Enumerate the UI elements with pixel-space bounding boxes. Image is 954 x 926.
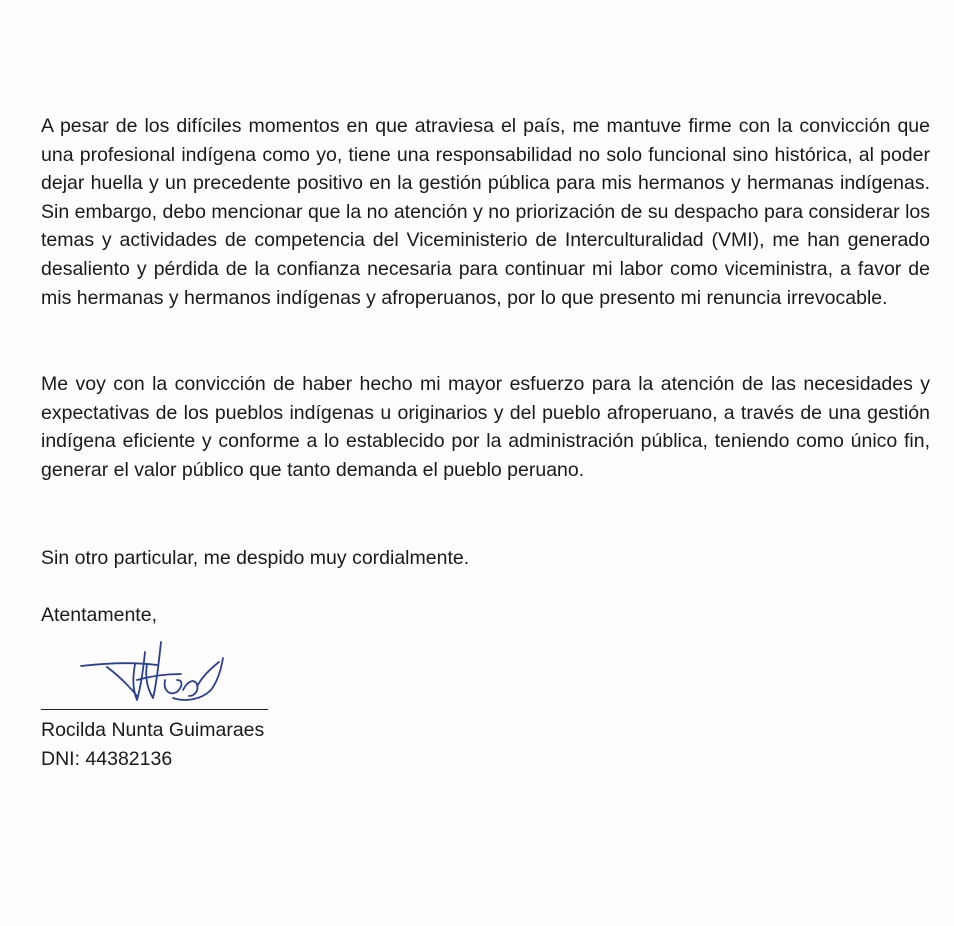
letter-paragraph-2: Me voy con la convicción de haber hecho mi mayor esfuerzo para la atención de las necesidades y expectativas de los pueblos indígenas u originarios y del pueblo afroperuano, a través de una gestión indígena eficiente y conforme a lo establecido por la administración pública, teniendo como único fin, generar el valor público que tanto demanda el pueblo peruano.: [41, 373, 930, 481]
signature-block: [41, 640, 301, 780]
signatory-name: Rocilda Nunta Guimaraes: [41, 719, 265, 741]
signature-line: [41, 709, 268, 710]
letter-closing: Atentamente,: [41, 604, 157, 626]
letter-paragraph-1: A pesar de los difíciles momentos en que atraviesa el país, me mantuve firme con la convicción que una profesional indígena como yo, tiene una responsabilidad no solo funcional sino histórica, al poder dejar huella y un precedente positivo en la gestión pública para mis hermanos y hermanas indígenas. Sin embargo, debo mencionar que la no atención y no priorización de su despacho para considerar los temas y actividades de competencia del Viceministerio de Interculturalidad (VMI), me han generado desaliento y pérdida de la confianza necesaria para continuar mi labor como viceministra, a favor de mis hermanas y hermanos indígenas y afroperuanos, por lo que presento mi renuncia irrevocable.: [41, 115, 930, 309]
letter-paragraph-3: Sin otro particular, me despido muy cordialmente.: [41, 547, 470, 569]
handwritten-signature: [77, 640, 247, 712]
signatory-dni: DNI: 44382136: [41, 748, 173, 770]
